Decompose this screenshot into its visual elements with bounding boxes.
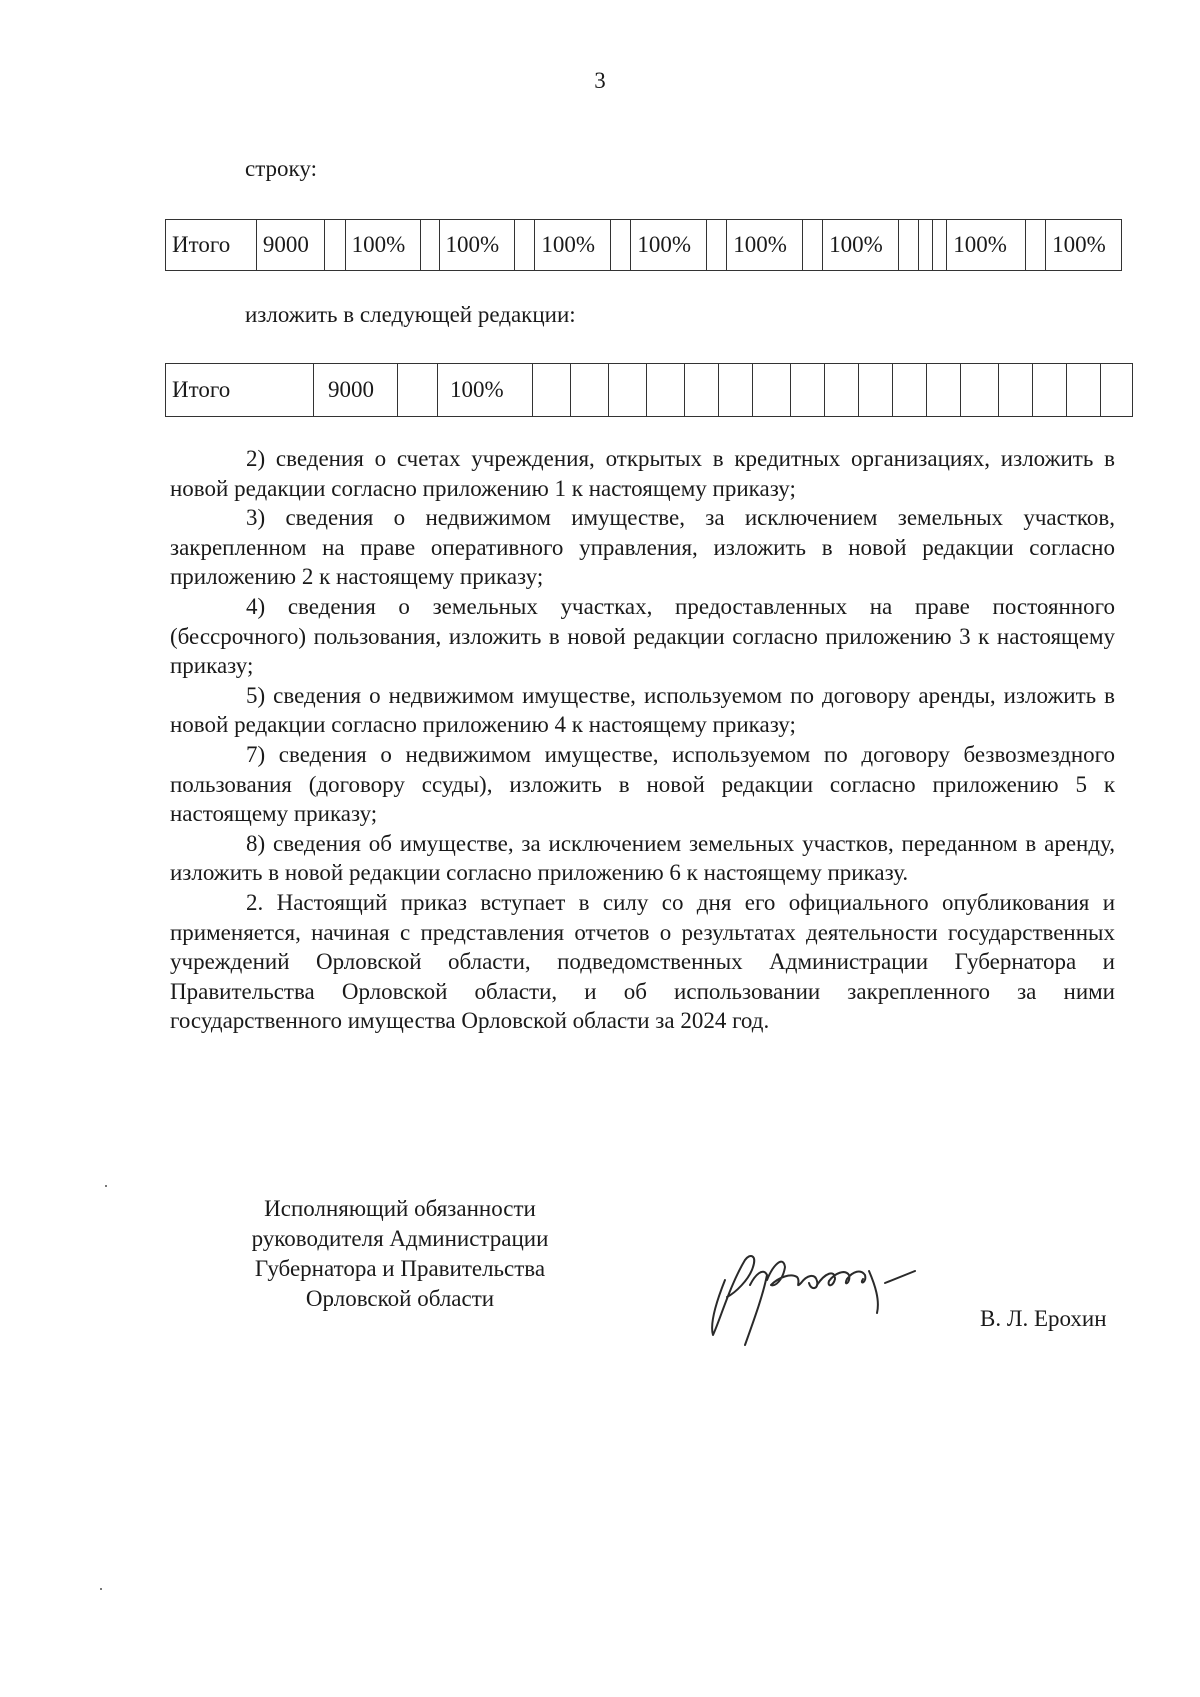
table-cell [647,364,685,417]
table-cell [859,364,893,417]
table-cell [1067,364,1101,417]
table-cell [999,364,1033,417]
paragraph: 3) сведения о недвижимом имуществе, за исключением земельных участков, закрепленном на праве оперативного управления, изложить в новой редакции согласно приложению 2 к настоящему приказу; [170,505,1115,590]
table-cell [707,220,727,271]
table-cell: Итого [166,220,257,271]
table-cell [1033,364,1067,417]
table-cell [961,364,999,417]
signatory-line: руководителя Администрации [251,1226,549,1251]
table-cell [421,220,439,271]
table-cell [1101,364,1133,417]
table-cell [753,364,791,417]
table-cell [325,220,345,271]
table-cell [927,364,961,417]
signatory-line: Исполняющий обязанности [264,1196,536,1221]
table-cell: 100% [345,220,421,271]
table-cell [571,364,609,417]
paragraph: 7) сведения о недвижимом имуществе, используемом по договору безвозмездного пользования (договору ссуды), изложить в новой редакции согласно приложению 5 к настоящему приказу; [170,741,1115,827]
table-cell [719,364,753,417]
old-row-table [165,219,1122,271]
table-cell: 100% [727,220,803,271]
table-cell: 100% [535,220,611,271]
scan-speck [100,1588,102,1590]
table-cell [791,364,825,417]
signatory-line: Орловской области [305,1286,495,1311]
table-cell: 100% [631,220,707,271]
table-cell: 100% [1046,220,1122,271]
table-cell [685,364,719,417]
handwritten-signature [705,1225,945,1355]
signatory-line: Губернатора и Правительства [254,1256,546,1281]
table-cell [533,364,571,417]
table-cell: Итого [166,364,314,417]
table-cell [611,220,631,271]
paragraph: 2) сведения о счетах учреждения, открытых в кредитных организациях, изложить в новой редакции согласно приложению 1 к настоящему приказу; [170,446,1115,501]
paragraph: 4) сведения о земельных участках, предоставленных на праве постоянного (бессрочного) пользования, изложить в новой редакции согласно приложению 3 к настоящему приказу; [170,593,1115,679]
table-cell [825,364,859,417]
table-cell [802,220,822,271]
signatory-title [200,1194,600,1314]
table-cell [515,220,535,271]
paragraph: 8) сведения об имуществе, за исключением земельных участков, переданном в аренду, изложить в новой редакции согласно приложению 6 к настоящему приказу. [170,830,1115,886]
table-cell: 100% [439,220,515,271]
new-row-table [165,363,1133,417]
table-cell [398,364,438,417]
scan-speck [105,1185,107,1187]
signer-name: В. Л. Ерохин [980,1306,1107,1331]
table-cell: 100% [823,220,899,271]
table-cell [609,364,647,417]
paragraph: 5) сведения о недвижимом имуществе, используемом по договору аренды, изложить в новой редакции согласно приложению 4 к настоящему приказу; [170,682,1115,738]
table-cell [898,220,918,271]
intro-line: строку: [245,156,317,181]
table-cell [1025,220,1045,271]
transition-line: изложить в следующей редакции: [245,302,576,327]
table-cell: 9000 [314,364,398,417]
table-cell: 100% [947,220,1026,271]
page-number: 3 [594,68,606,93]
table-cell: 100% [438,364,533,417]
body-text [170,444,1115,1036]
table-cell [933,220,947,271]
table-cell: 9000 [256,220,325,271]
table-cell [893,364,927,417]
paragraph: 2. Настоящий приказ вступает в силу со дня его официального опубликования и применяется, начиная с представления отчетов о результатах деятельности государственных учреждений Орловской области, подведомственных Администрации Губернатора и Правительства Орловской области, и об использовании закрепленного за ними государственного имущества Орловской области за 2024 год. [170,889,1115,1034]
table-cell [918,220,932,271]
